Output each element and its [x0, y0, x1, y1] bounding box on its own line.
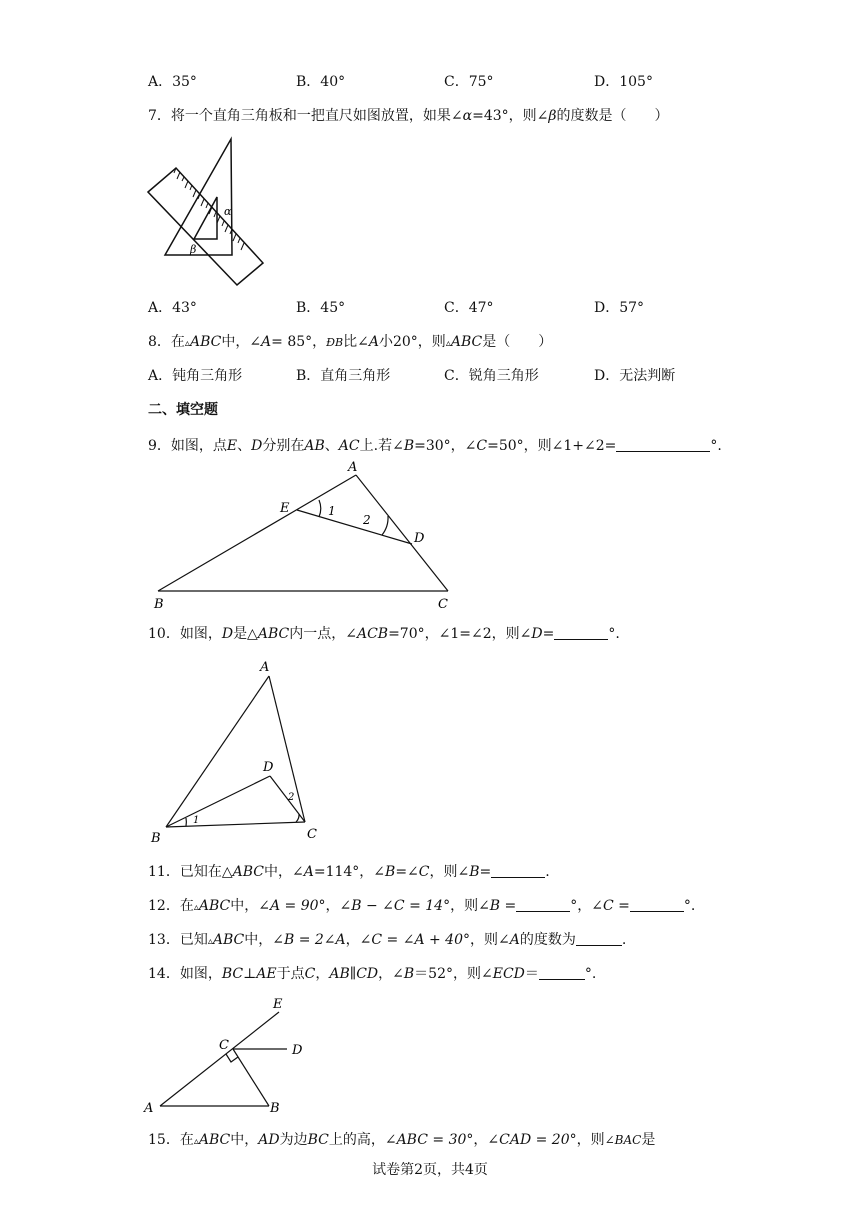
q8-option-a: A．钝角三角形 [148, 368, 243, 384]
q7-option-c: C．47° [444, 300, 494, 316]
label-e: E [280, 501, 290, 516]
q10-stem: 10．如图，D是△ABC内一点，∠ACB=70°，∠1=∠2，则∠D= °. [148, 626, 620, 642]
label-c: C [438, 597, 448, 612]
q12-stem: 12．在▵ABC中，∠A = 90°，∠B − ∠C = 14°，则∠B = °，∠C = °. [148, 898, 696, 914]
label-b: B [270, 1101, 280, 1116]
q9-blank[interactable] [616, 437, 710, 452]
section-title: 二、填空题 [148, 402, 218, 418]
label-c: C [307, 827, 317, 842]
alpha-label: α [224, 205, 232, 218]
q13-stem: 13．已知▵ABC中，∠B = 2∠A，∠C = ∠A + 40°，则∠A的度数为 . [148, 932, 627, 948]
label-d: D [414, 531, 425, 546]
q7-stem: 7．将一个直角三角板和一把直尺如图放置，如果∠α=43°，则∠β的度数是（ ） [148, 108, 669, 124]
q13-blank[interactable] [576, 931, 622, 946]
label-c: C [219, 1038, 229, 1053]
q6-option-b: B．40° [296, 74, 346, 90]
label-a: A [260, 660, 270, 675]
q7-figure [140, 135, 270, 290]
label-a: A [144, 1101, 154, 1116]
q12-blank-c[interactable] [630, 897, 684, 912]
q6-option-a: A．35° [148, 74, 197, 90]
page-footer: 试卷第2页，共4页 [372, 1162, 488, 1178]
label-1: 1 [193, 815, 200, 826]
q7-option-d: D．57° [594, 300, 645, 316]
ruler-shape [148, 168, 263, 285]
q9-stem: 9．如图，点E、D分别在AB、AC上.若∠B=30°，∠C=50°，则∠1+∠2= °. [148, 438, 722, 454]
q7-option-a: A．43° [148, 300, 197, 316]
label-d: D [263, 760, 274, 775]
q6-option-d: D．105° [594, 74, 653, 90]
q10-blank[interactable] [554, 625, 608, 640]
label-2: 2 [363, 513, 371, 527]
q9-figure [150, 460, 460, 615]
q10-figure [146, 656, 336, 846]
label-2: 2 [288, 792, 295, 803]
label-a: A [348, 460, 358, 475]
set-square-hole [194, 197, 217, 239]
q8-option-b: B．直角三角形 [296, 368, 391, 384]
label-d: D [292, 1043, 303, 1058]
q14-blank[interactable] [539, 965, 585, 980]
q8-option-c: C．锐角三角形 [444, 368, 539, 384]
label-b: B [154, 597, 164, 612]
beta-label: β [190, 243, 197, 256]
q14-stem: 14．如图，BC⊥AE于点C，AB∥CD，∠B＝52°，则∠ECD＝ °. [148, 966, 597, 982]
q12-blank-b[interactable] [516, 897, 570, 912]
label-1: 1 [328, 504, 336, 518]
q8-stem: 8．在▵ABC中，∠A= 85°，ÐB比∠A小20°，则▵ABC是（ ） [148, 334, 553, 350]
q14-figure [142, 994, 312, 1120]
label-e: E [273, 997, 283, 1012]
q11-stem: 11．已知在△ABC中，∠A=114°，∠B=∠C，则∠B= . [148, 864, 550, 880]
label-b: B [151, 831, 161, 846]
q8-option-d: D．无法判断 [594, 368, 676, 384]
q6-option-c: C．75° [444, 74, 494, 90]
q7-option-b: B．45° [296, 300, 346, 316]
q11-blank[interactable] [491, 863, 545, 878]
q15-stem: 15．在▵ABC中，AD为边BC上的高，∠ABC = 30°，∠CAD = 20°，则∠BAC是 [148, 1132, 656, 1148]
